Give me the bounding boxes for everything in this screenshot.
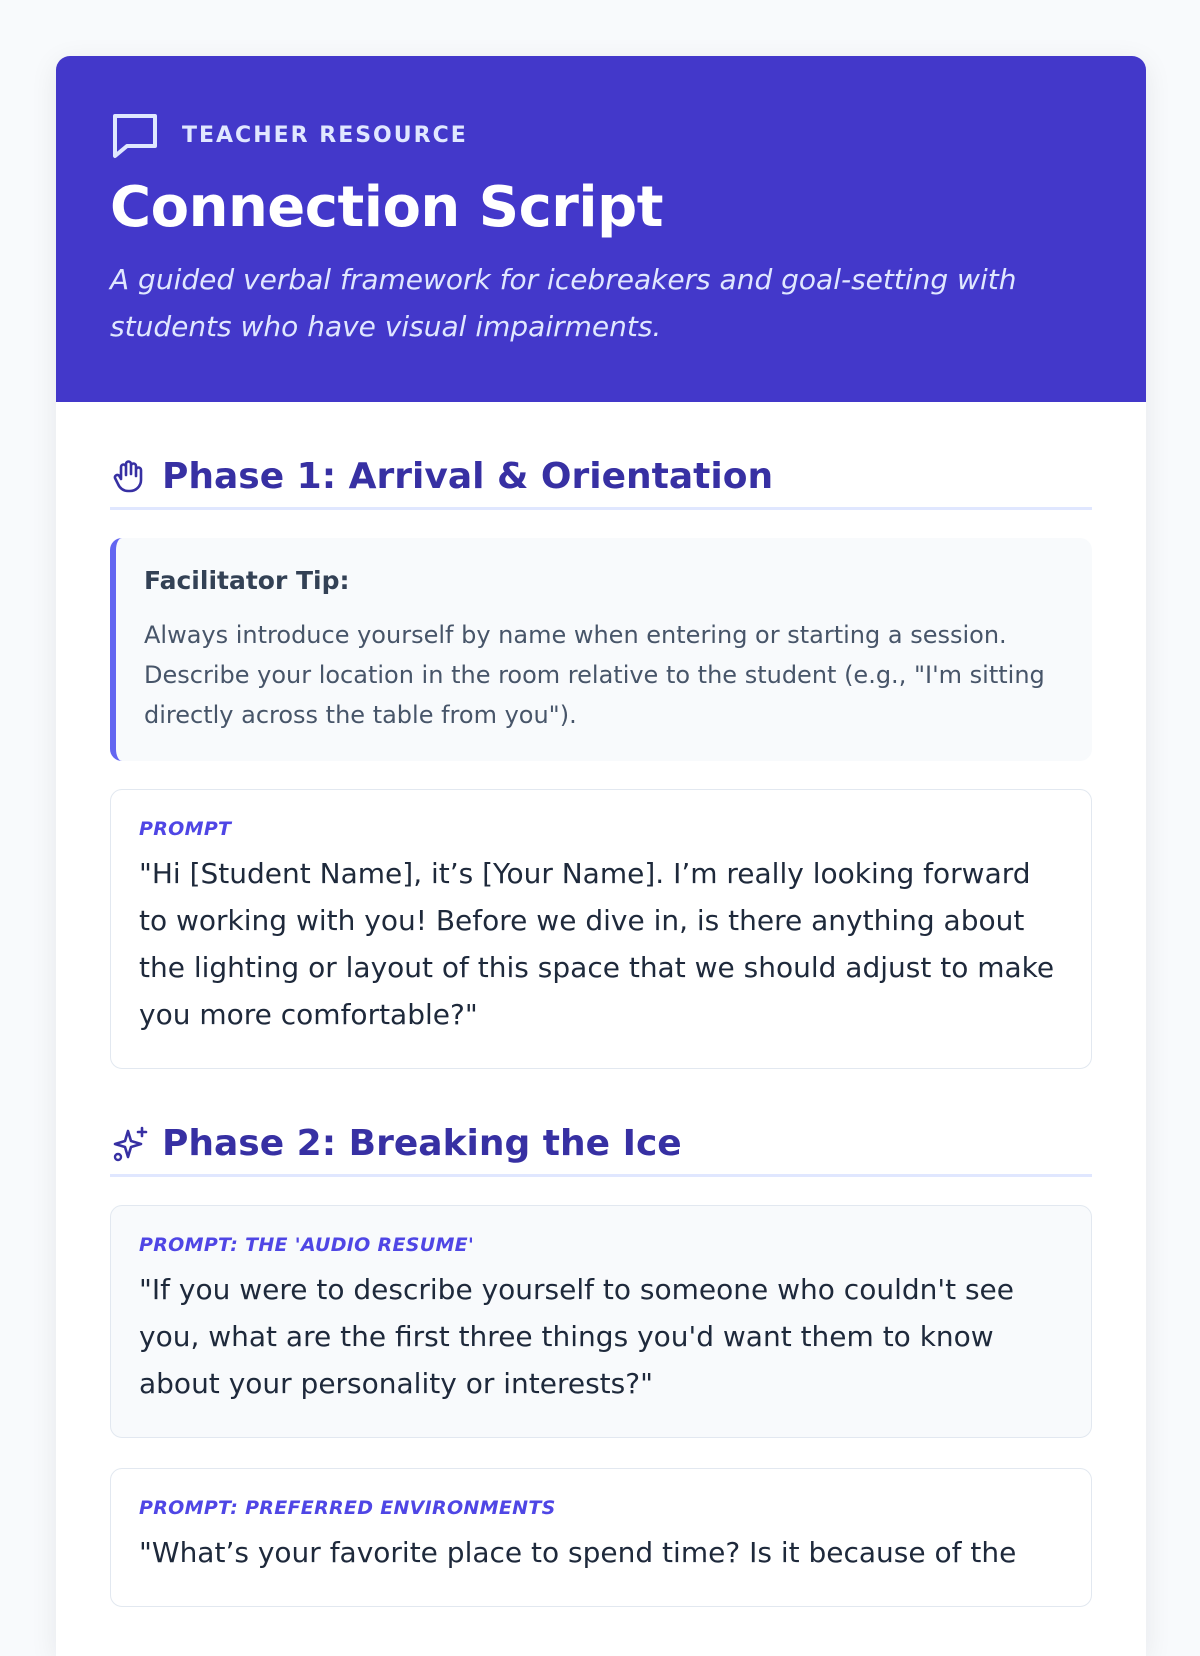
sparkles-icon [110,1124,150,1164]
prompt-label: PROMPT: PREFERRED ENVIRONMENTS [139,1497,556,1519]
eyebrow-row [110,110,1092,160]
page-header [56,56,1146,402]
phase-title: Phase 1: Arrival & Orientation [162,456,774,497]
prompt-card [110,1468,1092,1607]
prompt-text: "If you were to describe yourself to someone who couldn't see you, what are the first three things you'd want them to know about your personality or interests?" [139,1273,1014,1400]
prompt-label: PROMPT: THE 'AUDIO RESUME' [139,1234,475,1256]
prompt-text: "Hi [Student Name], it’s [Your Name]. I’m really looking forward to working with you! Before we dive in, is there anything about the lighting or layout of this space that we should adjust to make you more comfortable?" [139,857,1055,1031]
chat-bubble-icon [110,110,162,160]
phase-heading [110,1121,1092,1177]
tip-label: Facilitator Tip: [144,566,350,595]
tip-text: Always introduce yourself by name when entering or starting a session. Describe your location in the room relative to the student (e.g., "I'm sitting directly across the table from you"). [144,621,1045,729]
phase-heading [110,454,1092,510]
phase-title: Phase 2: Breaking the Ice [162,1123,682,1164]
eyebrow-label: TEACHER RESOURCE [182,122,468,148]
facilitator-tip [110,538,1092,761]
prompt-label: PROMPT [139,818,232,840]
page-subtitle: A guided verbal framework for icebreakers and goal-setting with students who have visual impairments. [110,263,1017,343]
script-content [56,402,1146,1607]
prompt-card [110,1205,1092,1438]
resource-card [56,56,1146,1656]
prompt-text: "What’s your favorite place to spend time? Is it because of the [139,1536,1017,1569]
hand-wave-icon [110,457,150,497]
page-title: Connection Script [110,175,663,240]
prompt-card [110,789,1092,1069]
